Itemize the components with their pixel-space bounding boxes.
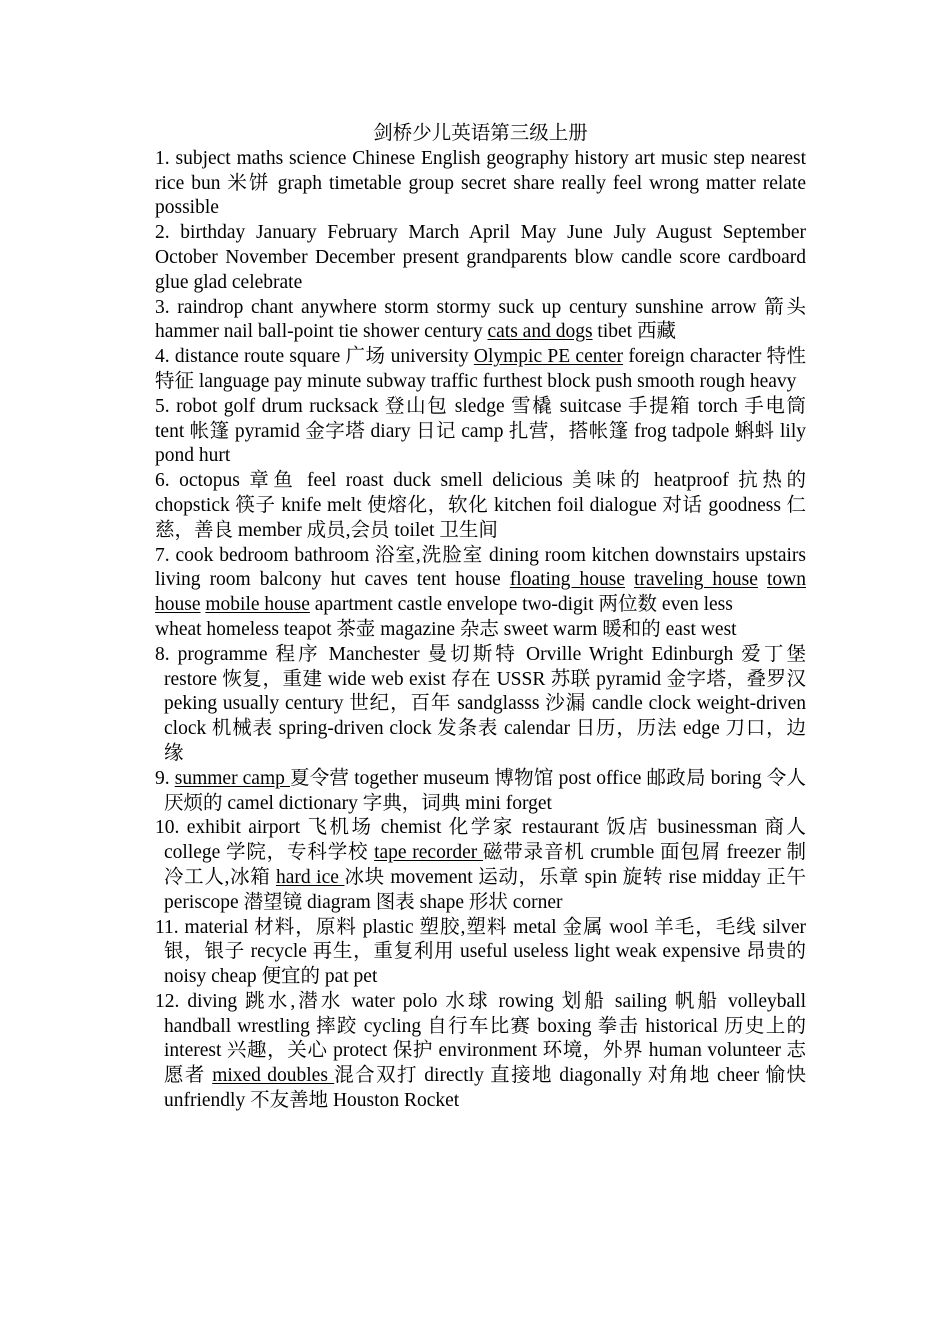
vocab-text: 夏令营 together museum 博物馆 post office 邮政局 boring 令人厌烦的 camel dictionary 字典，词典 mini forget <box>164 767 807 814</box>
vocab-unit-1 <box>155 147 806 221</box>
vocab-text: 3. raindrop chant anywhere storm stormy suck up century sunshine arrow 箭头 hammer nail ball-point tie shower century <box>155 296 806 343</box>
underlined-phrase: Olympic PE center <box>473 346 624 368</box>
vocab-text: 冰块 movement 运动，乐章 spin 旋转 rise midday 正午 periscope 潜望镜 diagram 图表 shape 形状 corner <box>164 866 806 913</box>
vocab-unit-2 <box>155 221 806 295</box>
vocab-text <box>758 569 767 590</box>
vocab-unit-9 <box>155 767 806 817</box>
vocab-text: 1. subject maths science Chinese English geography history art music step nearest rice bun 米饼 graph timetable group secret share really feel wrong matter relate possible <box>155 147 807 219</box>
vocab-text: 4. distance route square 广场 university <box>155 346 474 368</box>
vocab-text: 10. exhibit airport 飞机场 chemist 化学家 restaurant 饭店 businessman 商人 college 学院，专科学校 <box>155 817 806 864</box>
vocab-unit-10 <box>155 816 806 915</box>
vocab-unit-5 <box>155 395 806 469</box>
vocab-text: foreign character 特性特征 language pay minute subway traffic furthest block push smooth rough heavy <box>155 346 806 392</box>
vocab-text: 磁带录音机 crumble 面包屑 freezer 制冷工人,冰箱 <box>164 842 806 888</box>
vocab-text: 11. material 材料，原料 plastic 塑胶,塑料 metal 金属 wool 羊毛，毛线 silver 银，银子 recycle 再生，重复利用 useful useless light weak expensive 昂贵的 noisy cheap 便宜的 pat pet <box>155 916 806 988</box>
vocab-unit-7-continued <box>155 618 806 643</box>
document-page <box>155 122 806 1114</box>
underlined-phrase: traveling house <box>634 569 758 591</box>
vocab-text: 9. <box>155 767 175 789</box>
vocab-text: apartment castle envelope two-digit 两位数 even less <box>309 594 733 616</box>
vocab-unit-8 <box>155 643 806 767</box>
vocab-text: 7. cook bedroom bathroom 浴室,洗脸室 dining room kitchen downstairs upstairs living room balcony hut caves tent house <box>155 544 806 591</box>
underlined-phrase: town house <box>155 569 806 616</box>
underlined-phrase: mobile house <box>205 594 310 616</box>
underlined-phrase: cats and dogs <box>487 321 593 343</box>
underlined-phrase: mixed doubles <box>212 1065 335 1087</box>
underlined-phrase: tape recorder <box>374 842 483 864</box>
vocab-text: 12. diving 跳水,潜水 water polo 水球 rowing 划船 sailing 帆船 volleyball handball wrestling 摔跤 cycling 自行车比赛 boxing 拳击 historical 历史上的 interest 兴趣，关心 protect 保护 environment 环境，外界 human volunteer 志愿者 <box>155 990 806 1087</box>
vocab-unit-3 <box>155 296 806 346</box>
vocab-unit-7 <box>155 544 806 618</box>
vocab-text: 混合双打 directly 直接地 diagonally 对角地 cheer 愉快 unfriendly 不友善地 Houston Rocket <box>164 1065 806 1112</box>
vocab-unit-11 <box>155 916 806 990</box>
underlined-phrase: hard ice <box>275 866 345 888</box>
vocab-text: 6. octopus 章鱼 feel roast duck smell delicious 美味的 heatproof 抗热的 chopstick 筷子 knife melt 使熔化，软化 kitchen foil dialogue 对话 goodness 仁慈，善良 member 成员,会员 toilet 卫生间 <box>155 470 806 541</box>
document-title: 剑桥少儿英语第三级上册 <box>373 123 588 144</box>
underlined-phrase: floating house <box>509 569 625 591</box>
vocab-text: 5. robot golf drum rucksack 登山包 sledge 雪橇 suitcase 手提箱 torch 手电筒 tent 帐篷 pyramid 金字塔 diary 日记 camp 扎营，搭帐篷 frog tadpole 蝌蚪 lily pond hurt <box>155 395 806 467</box>
vocab-unit-6 <box>155 469 806 543</box>
vocab-text: wheat homeless teapot 茶壶 magazine 杂志 sweet warm 暖和的 east west <box>155 618 737 640</box>
vocab-unit-12 <box>155 990 806 1114</box>
vocab-text <box>625 569 634 590</box>
vocab-text: 8. programme 程序 Manchester 曼切斯特 Orville Wright Edinburgh 爱丁堡 restore 恢复，重建 wide web exist 存在 USSR 苏联 pyramid 金字塔，叠罗汉 peking usually century 世纪，百年 sandglasss 沙漏 candle clock weight-driven clock 机械表 spring-driven clock 发条表 calendar 日历，历法 edge 刀口，边缘 <box>155 643 806 764</box>
vocab-text: tibet 西藏 <box>592 321 676 343</box>
underlined-phrase: summer camp <box>174 767 290 789</box>
vocab-text: 2. birthday January February March April May June July August September October November December present grandparents blow candle score cardboard glue glad celebrate <box>155 222 806 293</box>
vocab-unit-4 <box>155 345 806 395</box>
